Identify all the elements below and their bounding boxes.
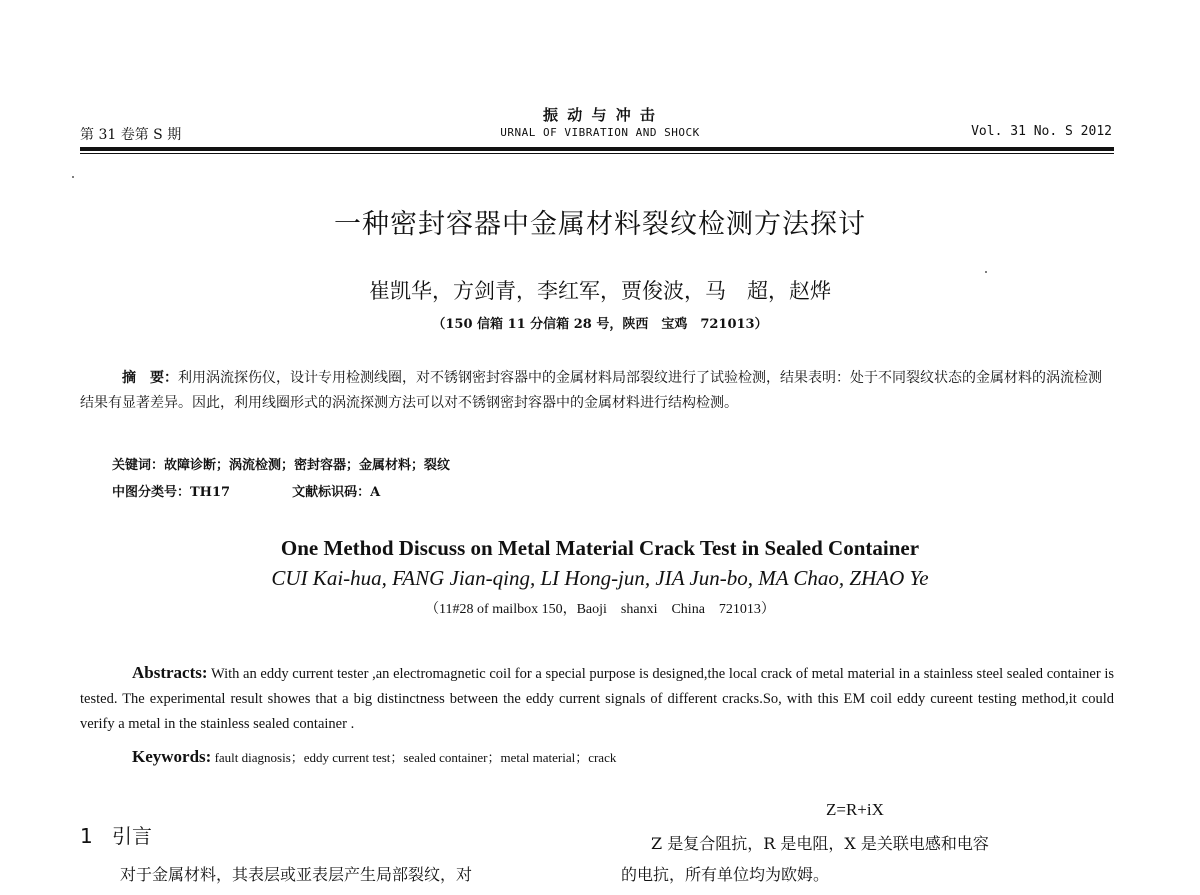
authors-en: CUI Kai-hua, FANG Jian-qing, LI Hong-jun, JIA Jun-bo, MA Chao, ZHAO Ye <box>271 566 929 590</box>
classification-code-cn: 中图分类号：TH17 <box>112 485 231 500</box>
keywords-en <box>132 747 616 767</box>
body-text-left: 对于金属材料，其表层或亚表层产生局部裂纹，对 <box>120 865 473 884</box>
body-text-right-line1: Z 是复合阻抗，R 是电阻，X 是关联电感和电容 <box>651 834 989 853</box>
affiliation-cn: （150 信箱 11 分信箱 28 号，陕西 宝鸡 721013） <box>432 317 768 332</box>
scan-speck <box>985 271 987 273</box>
document-code-cn: 文献标识码：A <box>292 485 381 500</box>
section-number: 1 <box>80 824 93 848</box>
section-heading <box>80 820 152 849</box>
header-rule-thin <box>80 153 1114 154</box>
scan-speck <box>72 176 74 178</box>
abstract-cn <box>80 366 1114 416</box>
authors-cn: 崔凯华，方剑青，李红军，贾俊波，马 超，赵烨 <box>369 279 831 303</box>
abstract-cn-text: 利用涡流探伤仪，设计专用检测线圈，对不锈钢密封容器中的金属材料局部裂纹进行了试验检测，结果表明：处于不同裂纹状态的金属材料的涡流检测结果有显著差异。因此，利用线圈形式的涡流探测方法可以对不锈钢密封容器中的金属材料进行结构检测。 <box>80 370 1102 411</box>
header-rule-thick <box>80 147 1114 151</box>
article-title-cn: 一种密封容器中金属材料裂纹检测方法探讨 <box>334 209 866 240</box>
volume-label-en: Vol. 31 No. S 2012 <box>971 124 1112 139</box>
journal-name-en: URNAL OF VIBRATION AND SHOCK <box>500 126 700 139</box>
abstract-en-text: With an eddy current tester ,an electromagnetic coil for a special purpose is designed,the local crack of metal material in a stainless steel sealed container is tested. The experimental result showes that a big distinctness between the eddy current signals of different cracks.So, with this EM coil eddy cureent testing method,it could verify a metal in the stainless sealed container . <box>80 666 1114 732</box>
body-text-right-line2: 的电抗，所有单位均为欧姆。 <box>621 865 830 884</box>
article-title-en: One Method Discuss on Metal Material Crack Test in Sealed Container <box>280 536 920 560</box>
classification-line-cn <box>112 481 380 500</box>
abstract-cn-label: 摘 要： <box>122 370 178 386</box>
keywords-en-text: fault diagnosis；eddy current test；sealed container；metal material；crack <box>211 750 617 765</box>
journal-name-cn: 振 动 与 冲 击 <box>543 106 657 124</box>
keywords-cn: 关键词：故障诊断；涡流检测；密封容器；金属材料；裂纹 <box>112 458 451 473</box>
abstract-en <box>80 660 1114 737</box>
keywords-en-label: Keywords: <box>132 747 212 766</box>
section-title: 引言 <box>112 824 152 848</box>
affiliation-en: （11#28 of mailbox 150，Baoji shanxi China 721013） <box>425 602 775 617</box>
issue-label-cn: 第 31 卷第 S 期 <box>80 127 182 143</box>
equation: Z=R+iX <box>826 800 884 819</box>
abstract-en-label: Abstracts: <box>132 663 208 682</box>
